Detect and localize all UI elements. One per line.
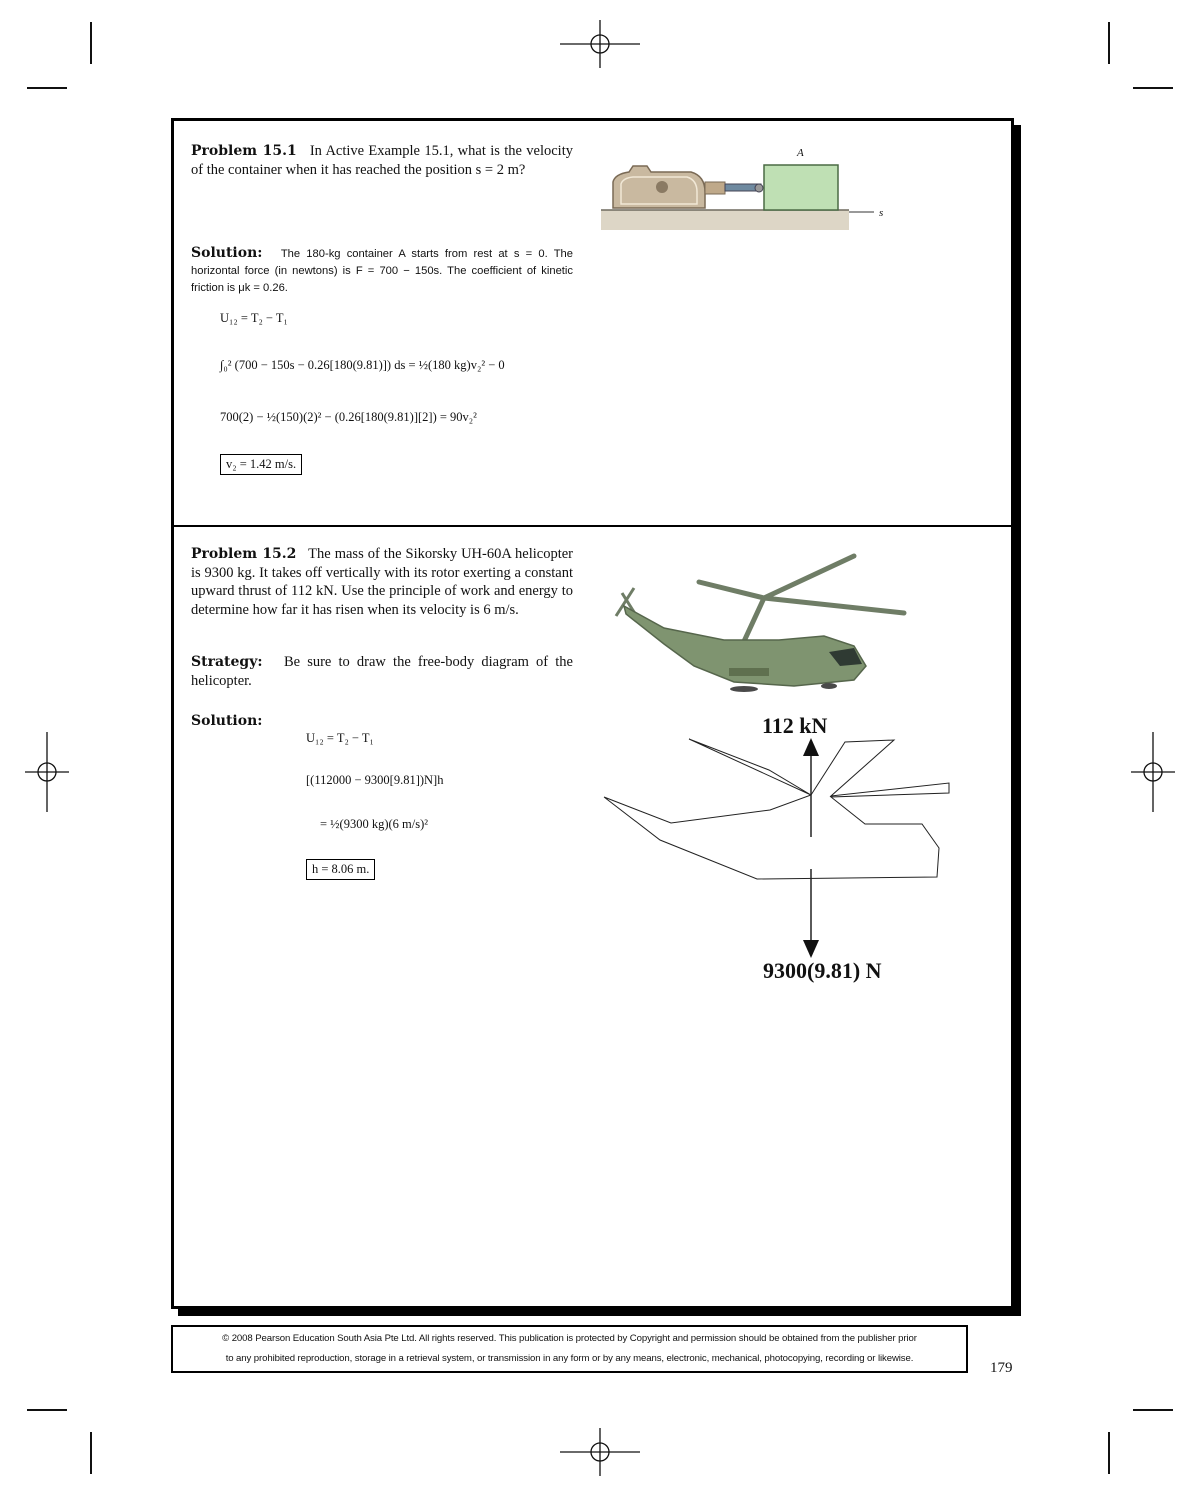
problem-15-2-solution-label: Solution: [191,713,263,729]
thrust-label: 112 kN [762,713,828,738]
equation: 700(2) − ½(150)(2)² − (0.26[180(9.81)][2]) = 90v₂² [220,410,477,424]
crop-mark [1108,22,1110,64]
answer-box: h = 8.06 m. [306,859,375,880]
helicopter-image [604,548,914,693]
strategy-text: Strategy: Be sure to draw the free-body diagram of the helicopter. [191,654,573,689]
crop-mark [27,1409,67,1411]
problem-divider [174,525,1011,527]
registration-mark-left [22,730,72,814]
registration-mark-top [555,20,645,70]
crop-mark [90,1432,92,1474]
container-motor-figure [599,146,899,231]
crop-mark [1108,1432,1110,1474]
problem-15-2-text: The mass of the Sikorsky UH-60A helicopter is 9300 kg. It takes off vertically with its rotor exerting a constant upward thrust of 112 kN. Use the principle of work and energy to determine how far it has risen when its velocity is 6 m/s. [191,546,573,618]
weight-label: 9300(9.81) N [763,958,882,983]
problem-15-1-statement [191,142,573,179]
crop-mark [90,22,92,64]
problem-15-1-heading: Problem 15.1 [191,143,297,159]
ground [601,210,849,230]
equation: U₁₂ = T₂ − T₁ [306,731,374,745]
problem-15-1-solution-text: Solution: The 180-kg container A starts from rest at s = 0. The horizontal force (in newtons) is F = 700 − 150s. The coefficient of kinetic friction is μk = 0.26. [191,245,573,294]
problem-15-2-statement [191,545,573,619]
registration-mark-right [1128,730,1178,814]
copyright-notice: © 2008 Pearson Education South Asia Pte Ltd. All rights reserved. This publication is protected by Copyright and permission should be obtained from the publisher prior to any prohibited reproduction, storage in a retrieval system, or transmission in any form or by any means, electronic, mechanical, photocopying, recording or likewise. [171,1325,968,1373]
registration-mark-bottom [555,1428,645,1478]
free-body-diagram [599,736,959,966]
solution-label: Solution: [191,245,263,261]
equation: = ½(9300 kg)(6 m/s)² [320,817,429,831]
page-number: 179 [990,1360,1013,1376]
s-axis-label: s [879,207,884,219]
problem-15-1-text: In Active Example 15.1, what is the velocity of the container when it has reached the position s = 2 m? [191,143,573,178]
helicopter-outline [604,740,949,879]
problem-frame [171,118,1014,1309]
crop-mark [1133,1409,1173,1411]
container-a [764,165,838,210]
crop-mark [27,87,67,89]
container-a-label: A [797,147,804,159]
crop-mark [1133,87,1173,89]
problem-15-2-heading: Problem 15.2 [191,546,297,562]
equation: ∫₀² (700 − 150s − 0.26[180(9.81)]) ds = ½(180 kg)v₂² − 0 [220,358,505,372]
answer-box: v₂ = 1.42 m/s. [220,454,302,475]
strategy-label: Strategy: [191,654,263,670]
equation: [(112000 − 9300[9.81])N]h [306,773,444,787]
equation: U₁₂ = T₂ − T₁ [220,311,288,325]
